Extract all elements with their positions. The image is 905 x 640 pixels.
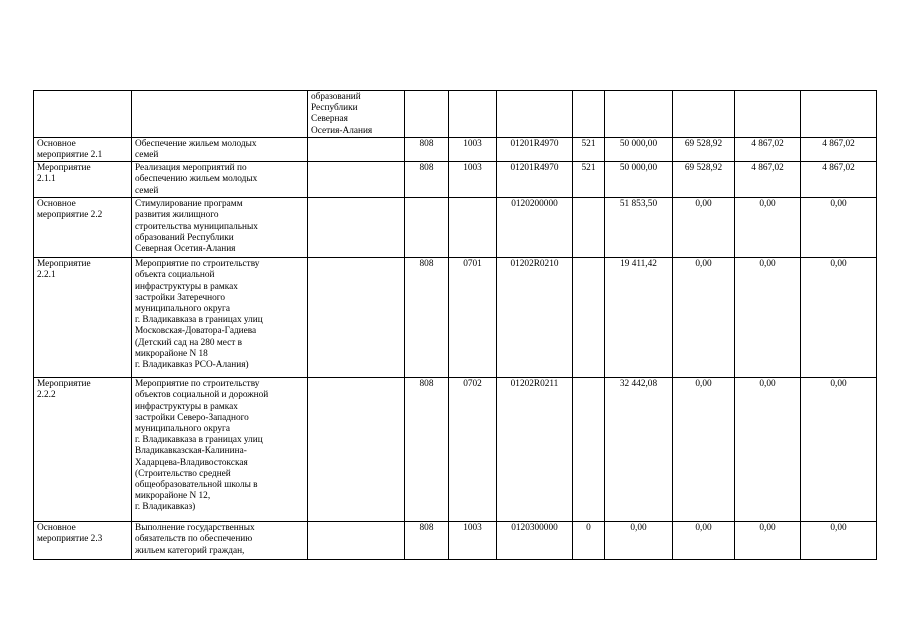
cell-year-3: 0,00 [735,198,801,258]
cell-rzpr: 1003 [449,137,497,161]
cell-year-2: 69 528,92 [673,137,735,161]
cell-year-1: 32 442,08 [605,378,673,522]
program-budget-table [33,90,877,560]
cell-executor [308,258,405,378]
cell-year-3: 0,00 [735,378,801,522]
cell-year-4: 0,00 [801,378,877,522]
cell-grbs [405,198,449,258]
cell-year-3: 0,00 [735,258,801,378]
table-row [34,91,877,138]
cell-year-2: 0,00 [673,378,735,522]
cell-grbs: 808 [405,522,449,560]
cell-csr: 0120300000 [497,522,573,560]
cell-code: Основное мероприятие 2.2 [34,198,132,258]
cell-csr [497,91,573,138]
cell-grbs: 808 [405,378,449,522]
cell-name: Реализация мероприятий по обеспечению жильем молодых семей [132,162,308,198]
cell-vr [573,198,605,258]
cell-rzpr: 0702 [449,378,497,522]
cell-year-1: 51 853,50 [605,198,673,258]
cell-executor [308,522,405,560]
cell-year-4: 0,00 [801,198,877,258]
cell-vr: 521 [573,162,605,198]
cell-year-2 [673,91,735,138]
cell-year-1: 19 411,42 [605,258,673,378]
cell-year-3: 0,00 [735,522,801,560]
cell-grbs: 808 [405,162,449,198]
cell-year-2: 0,00 [673,258,735,378]
cell-csr: 01201R4970 [497,137,573,161]
cell-code: Мероприятие 2.2.1 [34,258,132,378]
cell-executor [308,162,405,198]
cell-executor [308,137,405,161]
cell-code: Основное мероприятие 2.3 [34,522,132,560]
cell-code [34,91,132,138]
cell-year-2: 69 528,92 [673,162,735,198]
table-row [34,258,877,378]
cell-rzpr [449,91,497,138]
cell-name: Мероприятие по строительству объектов социальной и дорожной инфраструктуры в рамках застройки Северо-Западного муниципального округа г. Владикавказа в границах улиц Владикавказская-Калинина- Хадарцева-Владивостокская (Строительство средней общеобразовательной школы в микрорайоне N 12, г. Владикавказ) [132,378,308,522]
cell-vr [573,91,605,138]
cell-name: Обеспечение жильем молодых семей [132,137,308,161]
cell-grbs: 808 [405,258,449,378]
cell-code: Мероприятие 2.2.2 [34,378,132,522]
cell-year-4: 4 867,02 [801,162,877,198]
cell-code: Основное мероприятие 2.1 [34,137,132,161]
table-row [34,162,877,198]
cell-vr [573,378,605,522]
cell-executor: образований Республики Северная Осетия-Алания [308,91,405,138]
cell-executor [308,378,405,522]
cell-code: Мероприятие 2.1.1 [34,162,132,198]
cell-vr: 521 [573,137,605,161]
cell-vr: 0 [573,522,605,560]
cell-grbs: 808 [405,137,449,161]
cell-name: Стимулирование программ развития жилищного строительства муниципальных образований Республики Северная Осетия-Алания [132,198,308,258]
cell-name: Выполнение государственных обязательств по обеспечению жильем категорий граждан, [132,522,308,560]
cell-rzpr [449,198,497,258]
cell-year-2: 0,00 [673,198,735,258]
cell-year-1: 0,00 [605,522,673,560]
cell-vr [573,258,605,378]
cell-csr: 01202R0211 [497,378,573,522]
cell-year-1 [605,91,673,138]
cell-grbs [405,91,449,138]
cell-year-1: 50 000,00 [605,137,673,161]
cell-year-3 [735,91,801,138]
cell-year-2: 0,00 [673,522,735,560]
cell-year-3: 4 867,02 [735,162,801,198]
cell-year-1: 50 000,00 [605,162,673,198]
cell-name: Мероприятие по строительству объекта социальной инфраструктуры в рамках застройки Затеречного муниципального округа г. Владикавказа в границах улиц Московская-Доватора-Гадиева (Детский сад на 280 мест в микрорайоне N 18 г. Владикавказ РСО-Алания) [132,258,308,378]
cell-csr: 01201R4970 [497,162,573,198]
cell-csr: 01202R0210 [497,258,573,378]
cell-year-4: 0,00 [801,258,877,378]
cell-rzpr: 1003 [449,522,497,560]
cell-name [132,91,308,138]
table-row [34,137,877,161]
cell-csr: 0120200000 [497,198,573,258]
table-row [34,378,877,522]
cell-year-4 [801,91,877,138]
cell-year-4: 0,00 [801,522,877,560]
table-row [34,522,877,560]
table-row [34,198,877,258]
cell-rzpr: 0701 [449,258,497,378]
cell-rzpr: 1003 [449,162,497,198]
cell-year-4: 4 867,02 [801,137,877,161]
cell-executor [308,198,405,258]
cell-year-3: 4 867,02 [735,137,801,161]
